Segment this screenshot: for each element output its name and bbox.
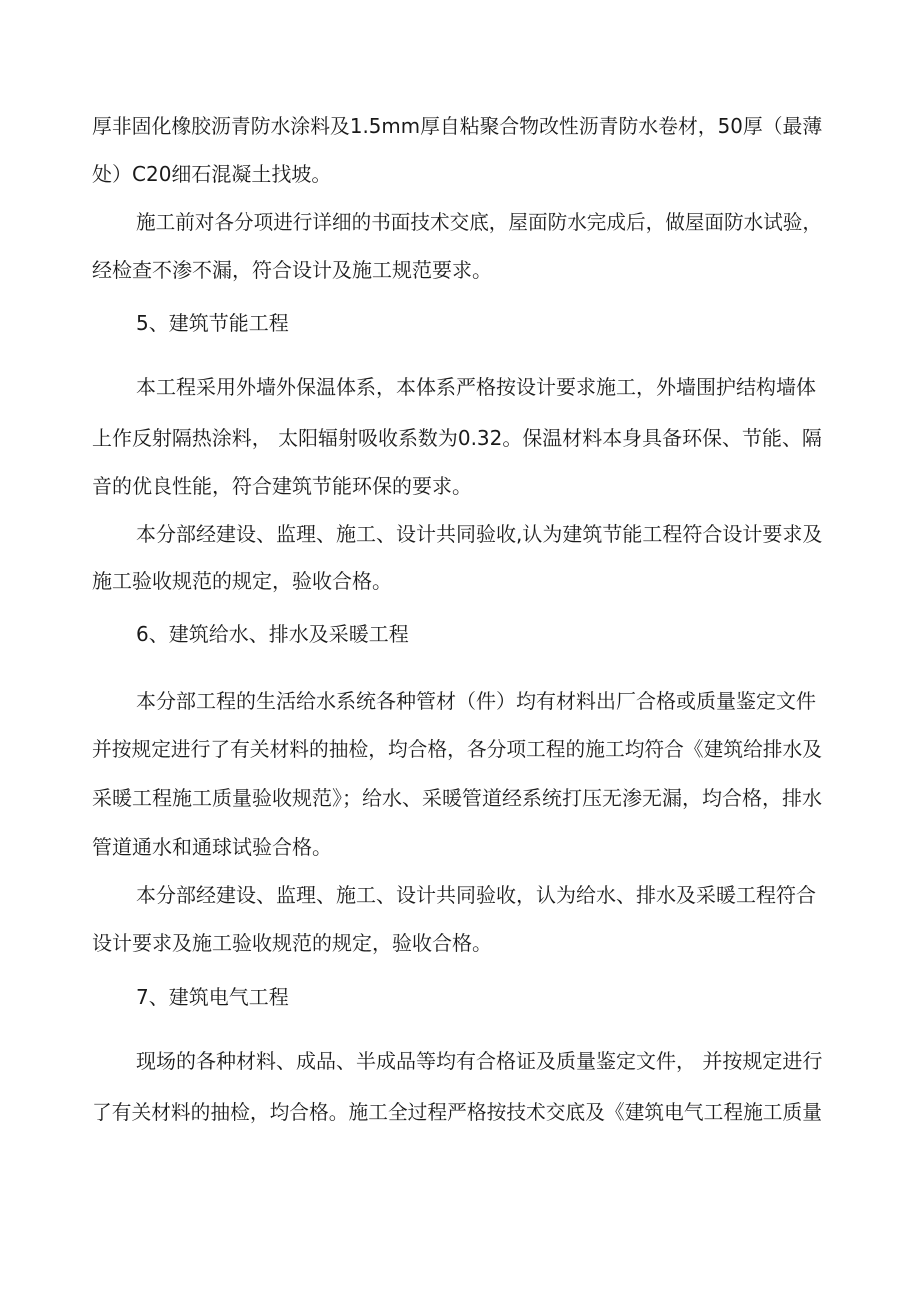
section-heading: 6、建筑给水、排水及采暖工程 bbox=[136, 622, 409, 646]
text-line: 处）C20细石混凝土找坡。 bbox=[92, 162, 332, 186]
section-heading: 5、建筑节能工程 bbox=[136, 311, 289, 335]
text-line: 厚非固化橡胶沥青防水涂料及1.5mm厚自粘聚合物改性沥青防水卷材，50厚（最薄 bbox=[92, 114, 823, 138]
text-line: 本分部工程的生活给水系统各种管材（件）均有材料出厂合格或质量鉴定文件 bbox=[136, 689, 816, 713]
text-line: 设计要求及施工验收规范的规定，验收合格。 bbox=[92, 931, 492, 955]
text-line: 音的优良性能，符合建筑节能环保的要求。 bbox=[92, 474, 472, 498]
text-line: 采暖工程施工质量验收规范》；给水、采暖管道经系统打压无渗无漏，均合格，排水 bbox=[92, 786, 822, 810]
text-line: 本分部经建设、监理、施工、设计共同验收,认为建筑节能工程符合设计要求及 bbox=[136, 522, 823, 546]
text-line: 上作反射隔热涂料， 太阳辐射吸收系数为0.32。保温材料本身具备环保、节能、隔 bbox=[92, 426, 822, 450]
text-line: 管道通水和通球试验合格。 bbox=[92, 835, 332, 859]
text-line: 本分部经建设、监理、施工、设计共同验收，认为给水、排水及采暖工程符合 bbox=[136, 883, 816, 907]
text-line: 经检查不渗不漏，符合设计及施工规范要求。 bbox=[92, 258, 492, 282]
text-line: 施工前对各分项进行详细的书面技术交底，屋面防水完成后，做屋面防水试验， bbox=[136, 210, 822, 234]
text-line: 了有关材料的抽检，均合格。施工全过程严格按技术交底及《建筑电气工程施工质量 bbox=[92, 1100, 822, 1124]
text-line: 本工程采用外墙外保温体系，本体系严格按设计要求施工，外墙围护结构墙体 bbox=[136, 375, 816, 399]
text-line: 并按规定进行了有关材料的抽检，均合格，各分项工程的施工均符合《建筑给排水及 bbox=[92, 737, 822, 761]
section-heading: 7、建筑电气工程 bbox=[136, 985, 289, 1009]
text-line: 施工验收规范的规定，验收合格。 bbox=[92, 569, 392, 593]
text-line: 现场的各种材料、成品、半成品等均有合格证及质量鉴定文件， 并按规定进行 bbox=[136, 1049, 823, 1073]
